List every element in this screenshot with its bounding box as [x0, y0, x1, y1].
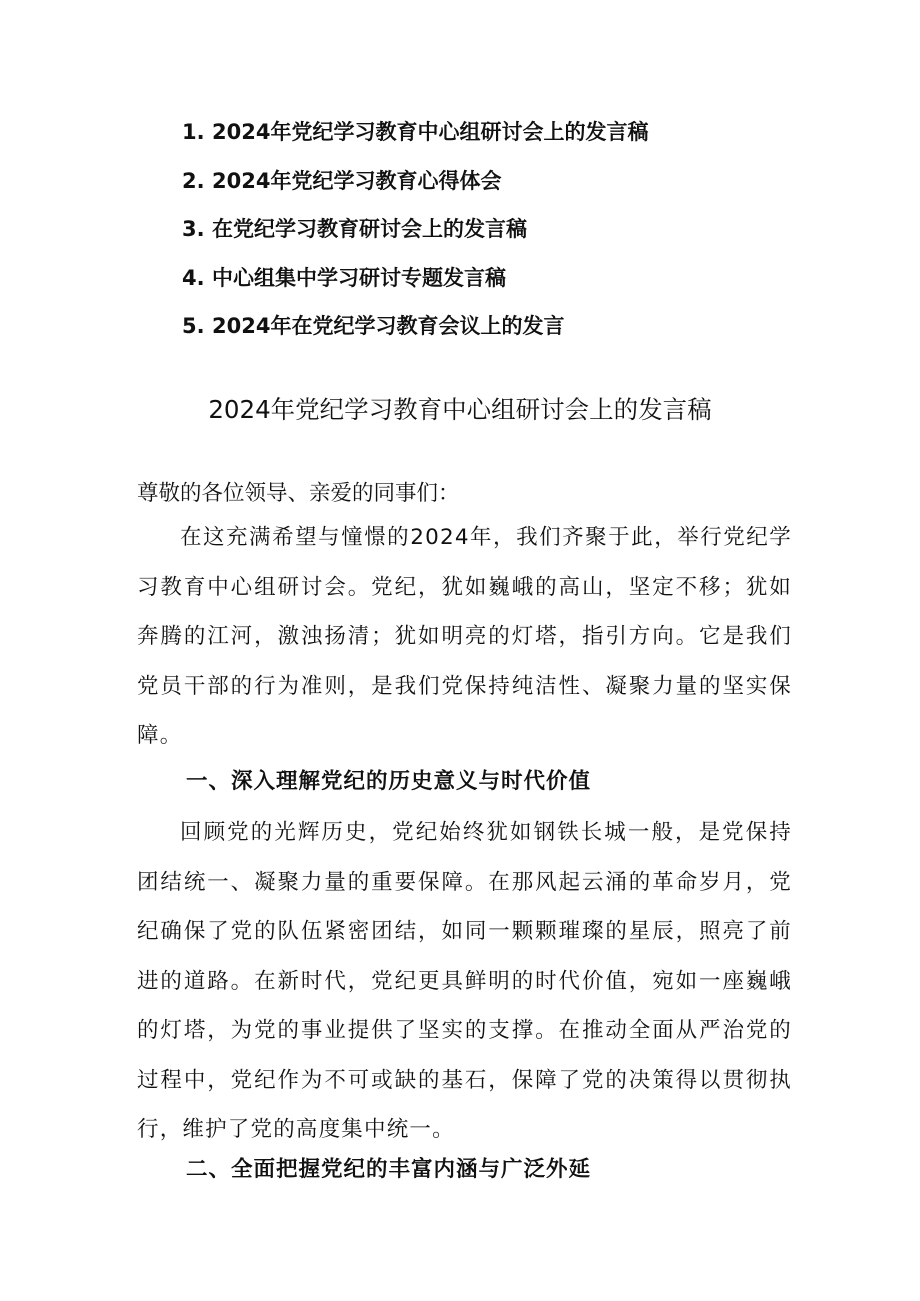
section-heading-2: 二、全面把握党纪的丰富内涵与广泛外延	[186, 1157, 592, 1182]
section-1-body-block	[137, 808, 792, 1155]
toc-item-text: 中心组集中学习研讨专题发言稿	[212, 265, 506, 290]
toc-item-text: 在党纪学习教育研讨会上的发言稿	[212, 217, 527, 241]
toc-item-number: 1.	[182, 120, 205, 144]
document-title: 2024年党纪学习教育中心组研讨会上的发言稿	[208, 395, 712, 424]
table-of-contents	[182, 113, 648, 356]
toc-item[interactable]	[182, 210, 648, 259]
intro-paragraph: 在这充满希望与憧憬的2024年，我们齐聚于此，举行党纪学习教育中心组研讨会。党纪，犹如巍峨的高山，坚定不移；犹如奔腾的江河，激浊扬清；犹如明亮的灯塔，指引方向。它是我们党员干部的行为准则，是我们党保持纯洁性、凝聚力量的坚实保障。	[137, 525, 792, 748]
section-heading-1: 一、深入理解党纪的历史意义与时代价值	[186, 769, 592, 794]
toc-item-text: 2024年在党纪学习教育会议上的发言	[212, 314, 565, 338]
salutation: 尊敬的各位领导、亲爱的同事们：	[137, 481, 460, 506]
toc-item[interactable]	[182, 307, 648, 356]
toc-item-number: 4.	[182, 265, 205, 290]
toc-item-text: 2024年党纪学习教育心得体会	[212, 168, 502, 193]
toc-item[interactable]	[182, 259, 648, 308]
toc-item[interactable]	[182, 162, 648, 211]
toc-item-number: 5.	[182, 314, 205, 338]
intro-paragraph-block	[137, 513, 792, 761]
toc-item-number: 2.	[182, 168, 205, 193]
toc-item[interactable]	[182, 113, 648, 162]
toc-item-number: 3.	[182, 217, 205, 241]
section-1-paragraph: 回顾党的光辉历史，党纪始终犹如钢铁长城一般，是党保持团结统一、凝聚力量的重要保障。在那风起云涌的革命岁月，党纪确保了党的队伍紧密团结，如同一颗颗璀璨的星辰，照亮了前进的道路。在新时代，党纪更具鲜明的时代价值，宛如一座巍峨的灯塔，为党的事业提供了坚实的支撑。在推动全面从严治党的过程中，党纪作为不可或缺的基石，保障了党的决策得以贯彻执行，维护了党的高度集中统一。	[137, 820, 792, 1142]
toc-item-text: 2024年党纪学习教育中心组研讨会上的发言稿	[212, 120, 649, 144]
